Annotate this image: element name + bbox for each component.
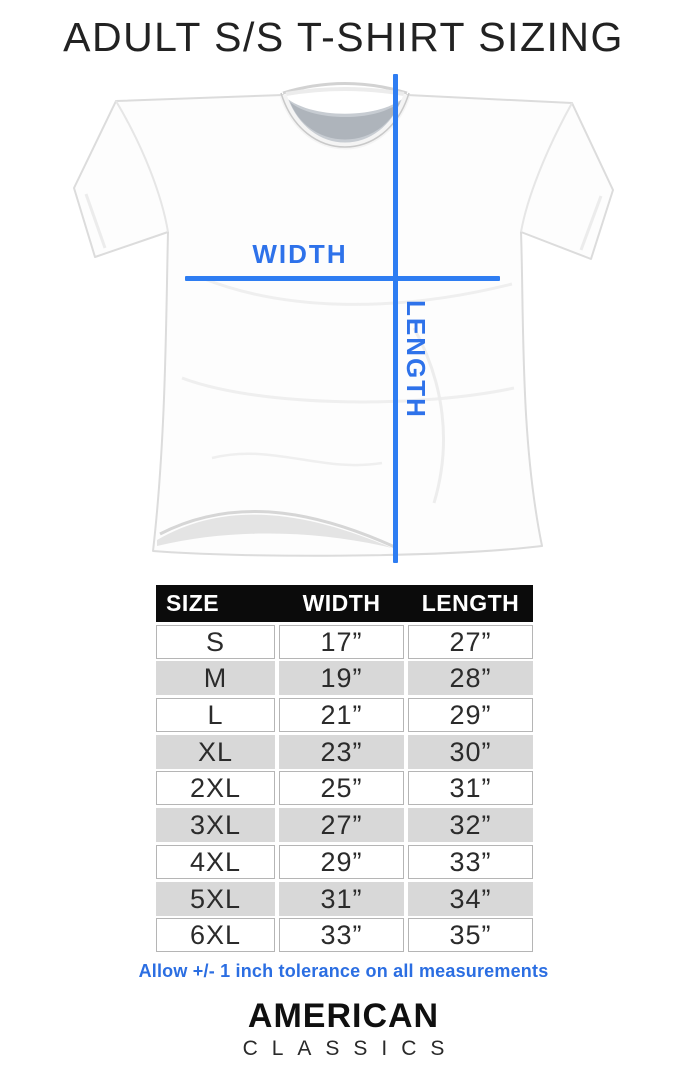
table-row (156, 808, 533, 842)
cell-size: 4XL (156, 845, 275, 879)
cell-width: 23” (279, 735, 404, 769)
cell-length: 32” (408, 808, 533, 842)
tshirt-measurement-diagram (0, 72, 687, 574)
table-row (156, 918, 533, 952)
cell-width: 27” (279, 808, 404, 842)
header-width: WIDTH (302, 590, 381, 616)
cell-width: 17” (279, 625, 404, 659)
table-row (156, 771, 533, 805)
tolerance-note: Allow +/- 1 inch tolerance on all measurements (138, 961, 549, 981)
tshirt-photo (62, 78, 622, 570)
table-row (156, 882, 533, 916)
table-row (156, 625, 533, 659)
sizing-table (156, 585, 533, 952)
header-size: SIZE (166, 590, 220, 616)
cell-length: 33” (408, 845, 533, 879)
sizing-table-header (156, 585, 533, 622)
page-title: ADULT S/S T-SHIRT SIZING (63, 14, 624, 60)
cell-width: 31” (279, 882, 404, 916)
cell-width: 29” (279, 845, 404, 879)
header-length: LENGTH (421, 590, 520, 616)
length-measure-line (393, 74, 398, 563)
cell-length: 28” (408, 661, 533, 695)
length-label: LENGTH (401, 300, 431, 419)
width-label: WIDTH (252, 239, 348, 269)
cell-size: S (156, 625, 275, 659)
cell-size: L (156, 698, 275, 732)
cell-size: 6XL (156, 918, 275, 952)
brand-logo (0, 996, 687, 1062)
table-row (156, 698, 533, 732)
brand-name-bottom: CLASSICS (242, 1037, 459, 1060)
cell-size: 2XL (156, 771, 275, 805)
cell-length: 30” (408, 735, 533, 769)
cell-length: 35” (408, 918, 533, 952)
cell-width: 33” (279, 918, 404, 952)
cell-length: 31” (408, 771, 533, 805)
brand-name-top: AMERICAN (247, 997, 440, 1035)
cell-width: 19” (279, 661, 404, 695)
cell-size: M (156, 661, 275, 695)
cell-width: 21” (279, 698, 404, 732)
table-row (156, 661, 533, 695)
cell-length: 29” (408, 698, 533, 732)
cell-size: 5XL (156, 882, 275, 916)
cell-size: 3XL (156, 808, 275, 842)
table-row (156, 735, 533, 769)
table-row (156, 845, 533, 879)
cell-width: 25” (279, 771, 404, 805)
width-measure-line (185, 276, 500, 281)
cell-length: 27” (408, 625, 533, 659)
cell-size: XL (156, 735, 275, 769)
cell-length: 34” (408, 882, 533, 916)
